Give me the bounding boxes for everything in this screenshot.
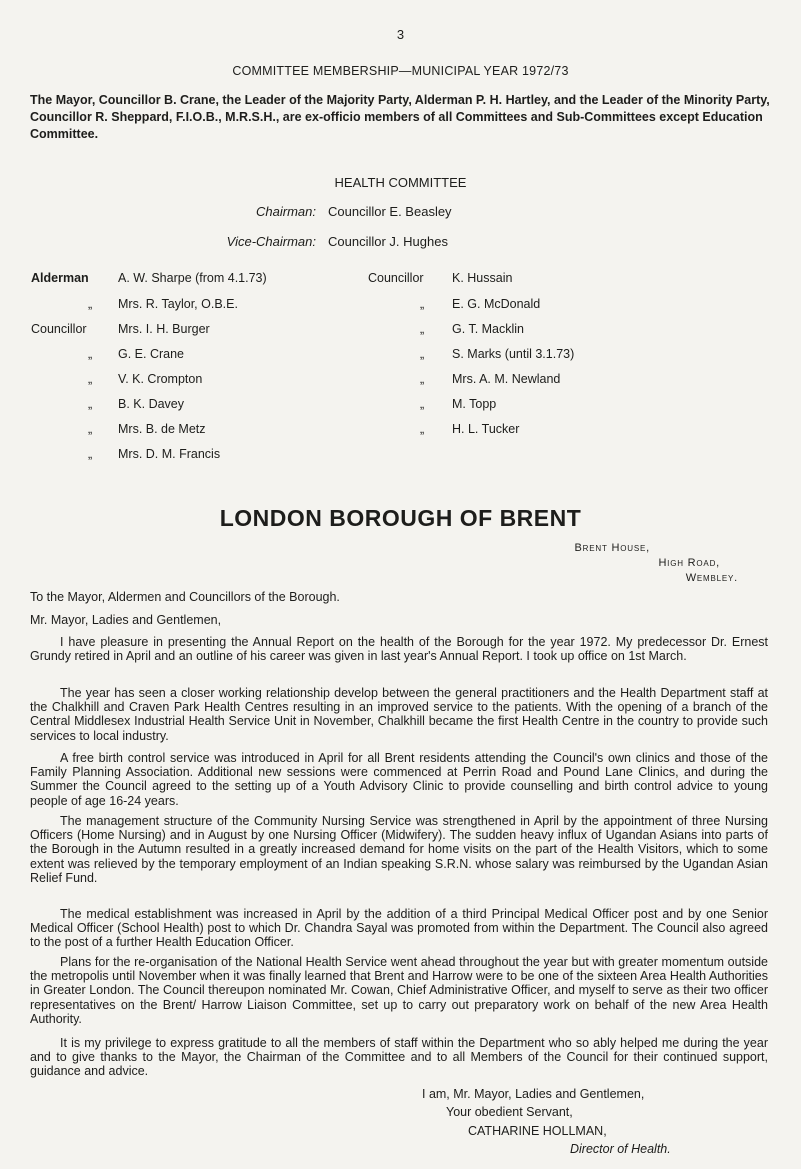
- member-role: „: [420, 422, 425, 436]
- closing-line: Your obedient Servant,: [446, 1105, 573, 1119]
- member-name: B. K. Davey: [118, 397, 184, 411]
- letter-paragraph: The year has seen a closer working relationship develop between the general practitioners and the Health Department staff at the Chalkhill and Craven Park Health Centres resulting in an improved service to the patients. With the opening of a branch of the Central Middlesex Industrial Health Service Unit in November, Chalkhill became the first Health Centre in the country to provide such services to local industry.: [30, 686, 768, 743]
- letter-paragraph: The management structure of the Community Nursing Service was strengthened in April by the appointment of three Nursing Officers (Home Nursing) and in August by one Nursing Officer (Midwifery). The sudden heavy influx of Ugandan Asians into parts of the Borough in the Autumn resulted in a greatly increased demand for home visits on the part of the Health Visitors, which to some extent was relieved by the temporary employment of an Indian speaking S.R.N. whose salary was reimbursed by the Ugandan Asian Relief Fund.: [30, 814, 768, 885]
- membership-heading: COMMITTEE MEMBERSHIP—MUNICIPAL YEAR 1972/73: [232, 64, 569, 78]
- member-role: Alderman: [31, 271, 89, 285]
- address-line: High Road,: [658, 557, 720, 569]
- member-name: A. W. Sharpe (from 4.1.73): [118, 271, 267, 285]
- member-role: „: [88, 297, 93, 311]
- member-name: Mrs. A. M. Newland: [452, 372, 561, 386]
- member-name: H. L. Tucker: [452, 422, 520, 436]
- member-name: K. Hussain: [452, 271, 513, 285]
- member-role: „: [88, 422, 93, 436]
- chairman-name: Councillor E. Beasley: [328, 204, 452, 219]
- vice-chairman-name: Councillor J. Hughes: [328, 234, 448, 249]
- member-name: S. Marks (until 3.1.73): [452, 347, 575, 361]
- member-role: „: [88, 447, 93, 461]
- member-role: „: [88, 372, 93, 386]
- address-line: Brent House,: [574, 542, 650, 554]
- chairman-label: Chairman:: [256, 204, 316, 219]
- member-role: Councillor: [31, 322, 87, 336]
- member-name: G. T. Macklin: [452, 322, 525, 336]
- member-name: Mrs. D. M. Francis: [118, 447, 221, 461]
- letter-paragraph: It is my privilege to express gratitude to all the members of staff within the Department who so ably helped me during the year and to give thanks to the Mayor, the Chairman of the Committee and to all Members of the Council for their continued support, guidance and advice.: [30, 1036, 768, 1079]
- member-name: M. Topp: [452, 397, 497, 411]
- letter-paragraph: Plans for the re-organisation of the National Health Service went ahead throughout the year but with greater momentum outside the metropolis until November when it was finally learned that Brent and Harrow were to be one of the sixteen Area Health Authorities in Greater London. The Council thereupon nominated Mr. Cowan, Chief Administrative Officer, and myself to serve as their two officer representatives on the Brent/ Harrow Liaison Committee, set up to carry out preparatory work on behalf of the new Area Health Authority.: [30, 955, 768, 1026]
- member-role: „: [420, 397, 425, 411]
- closing-line: I am, Mr. Mayor, Ladies and Gentlemen,: [422, 1087, 645, 1101]
- letter-paragraph: The medical establishment was increased in April by the addition of a third Principal Medical Officer post and by one Senior Medical Officer (School Health) post to which Dr. Chandra Sayal was promoted from within the Department. The Council also agreed to the post of a further Health Education Officer.: [30, 907, 768, 950]
- member-name: Mrs. I. H. Burger: [118, 322, 210, 336]
- member-role: Councillor: [368, 271, 424, 285]
- vice-chairman-label: Vice-Chairman:: [226, 234, 316, 249]
- committee-title: HEALTH COMMITTEE: [334, 175, 467, 190]
- member-name: Mrs. B. de Metz: [118, 422, 206, 436]
- member-name: V. K. Crompton: [118, 372, 203, 386]
- member-role: „: [88, 397, 93, 411]
- borough-title: LONDON BOROUGH OF BRENT: [219, 505, 582, 531]
- intro-text: The Mayor, Councillor B. Crane, the Leader of the Majority Party, Alderman P. H. Hartley, and the Leader of the Minority Party, Councillor R. Sheppard, F.I.O.B., M.R.S.H., are ex-officio members of all Committees and Sub-Committees except Education Committee.: [30, 93, 770, 141]
- member-role: „: [420, 297, 425, 311]
- member-role: „: [420, 347, 425, 361]
- letter-paragraph: A free birth control service was introduced in April for all Brent residents attending the Council's own clinics and those of the Family Planning Association. Additional new sessions were commenced at Perrin Road and Pound Lane Clinics, and during the Summer the Council agreed to the setting up of a Youth Advisory Clinic to provide counselling and birth control advice to young people of age 16-24 years.: [30, 751, 768, 808]
- member-name: E. G. McDonald: [452, 297, 541, 311]
- salutation-greeting: Mr. Mayor, Ladies and Gentlemen,: [30, 613, 222, 627]
- member-name: G. E. Crane: [118, 347, 184, 361]
- salutation-to: To the Mayor, Aldermen and Councillors of the Borough.: [30, 590, 340, 604]
- signatory-title: Director of Health.: [570, 1142, 671, 1156]
- member-role: „: [420, 322, 425, 336]
- signatory-name: CATHARINE HOLLMAN,: [468, 1124, 607, 1138]
- member-role: „: [420, 372, 425, 386]
- address-line: Wembley.: [685, 572, 738, 584]
- member-name: Mrs. R. Taylor, O.B.E.: [118, 297, 238, 311]
- letter-paragraph: I have pleasure in presenting the Annual Report on the health of the Borough for the year 1972. My predecessor Dr. Ernest Grundy retired in April and an outline of his career was given in last year's Annual Report. I took up office on 1st March.: [30, 635, 768, 664]
- ex-officio-intro: [30, 92, 774, 143]
- member-role: „: [88, 347, 93, 361]
- page-number: 3: [396, 27, 405, 42]
